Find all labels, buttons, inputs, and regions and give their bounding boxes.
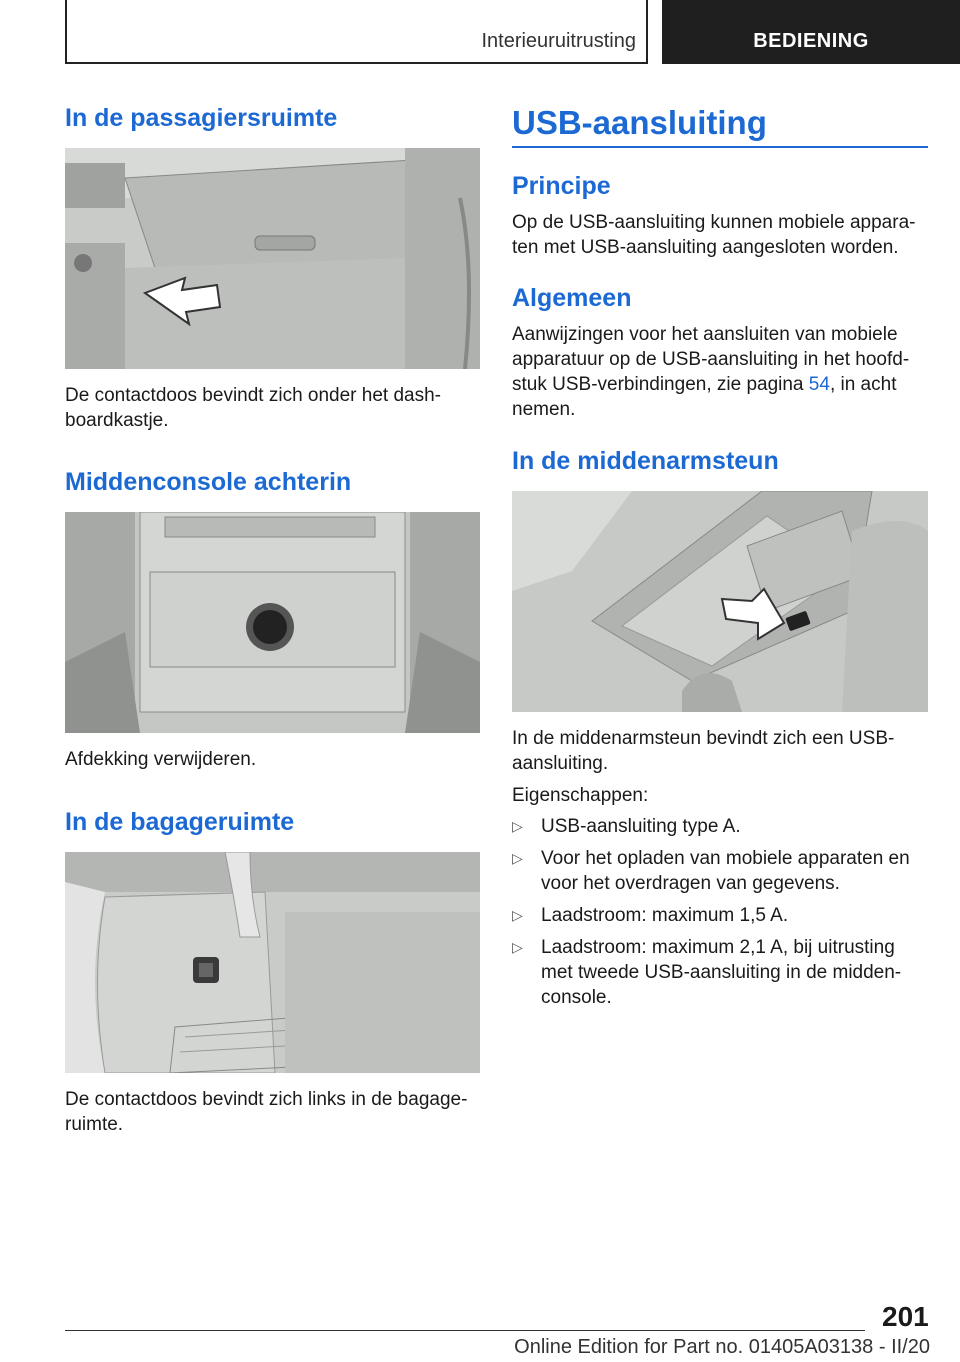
chapter-tab[interactable]: BEDIENING — [662, 0, 960, 64]
caption-middenconsole: Afdekking verwijderen. — [65, 749, 257, 770]
edition-footer: Online Edition for Part no. 01405A03138 - II/20 — [514, 1336, 930, 1358]
triangle-right-icon: ▷ — [512, 818, 523, 834]
photo-armrest-usb — [512, 491, 928, 712]
text-algemeen-after: , in acht nemen. — [512, 374, 897, 420]
list-item-text: USB-aansluiting type A. — [541, 816, 741, 837]
heading-middenconsole: Middenconsole achterin — [65, 468, 352, 496]
properties-label: Eigenschappen: — [512, 785, 649, 806]
triangle-right-icon: ▷ — [512, 939, 523, 955]
list-item-text: Laadstroom: maximum 1,5 A. — [541, 905, 789, 926]
triangle-right-icon: ▷ — [512, 907, 523, 923]
section-title: Interieuruitrusting — [481, 30, 636, 52]
photo-trunk — [65, 852, 480, 1073]
list-item — [512, 903, 928, 928]
section-rule — [512, 146, 928, 148]
list-item — [512, 846, 928, 896]
triangle-right-icon: ▷ — [512, 850, 523, 866]
section-heading-usb: USB-aansluiting — [512, 104, 767, 141]
heading-passagiersruimte: In de passagiersruimte — [65, 104, 338, 132]
list-item — [512, 814, 928, 839]
list-item — [512, 935, 928, 1010]
caption-passagiersruimte: De contactdoos bevindt zich onder het dash-boardkastje. — [65, 385, 442, 431]
list-item-text: Laadstroom: maximum 2,1 A, bij uitrusting met tweede USB-aansluiting in de midden-console. — [541, 937, 902, 1008]
photo-rear-console — [65, 512, 480, 733]
text-principe: Op de USB-aansluiting kunnen mobiele appara-ten met USB-aansluiting aangesloten worden. — [512, 212, 916, 258]
page-link-54[interactable]: 54 — [808, 374, 830, 395]
footer-rule — [65, 1330, 865, 1331]
heading-algemeen: Algemeen — [512, 284, 632, 312]
heading-bagageruimte: In de bagageruimte — [65, 808, 295, 836]
list-item-text: Voor het opladen van mobiele apparaten en voor het overdragen van gegevens. — [541, 848, 910, 894]
photo-glovebox — [65, 148, 480, 369]
text-algemeen — [512, 322, 928, 422]
heading-middenarmsteun: In de middenarmsteun — [512, 447, 779, 475]
page-number: 201 — [882, 1301, 929, 1332]
caption-bagageruimte: De contactdoos bevindt zich links in de bagage-ruimte. — [65, 1089, 468, 1135]
heading-principe: Principe — [512, 172, 611, 200]
caption-middenarmsteun: In de middenarmsteun bevindt zich een USB-aansluiting. — [512, 728, 895, 774]
text-algemeen-before: Aanwijzingen voor het aansluiten van mobiele apparatuur op de USB-aansluiting in het hoofd-stuk USB-verbindingen, zie pagina — [512, 324, 910, 395]
